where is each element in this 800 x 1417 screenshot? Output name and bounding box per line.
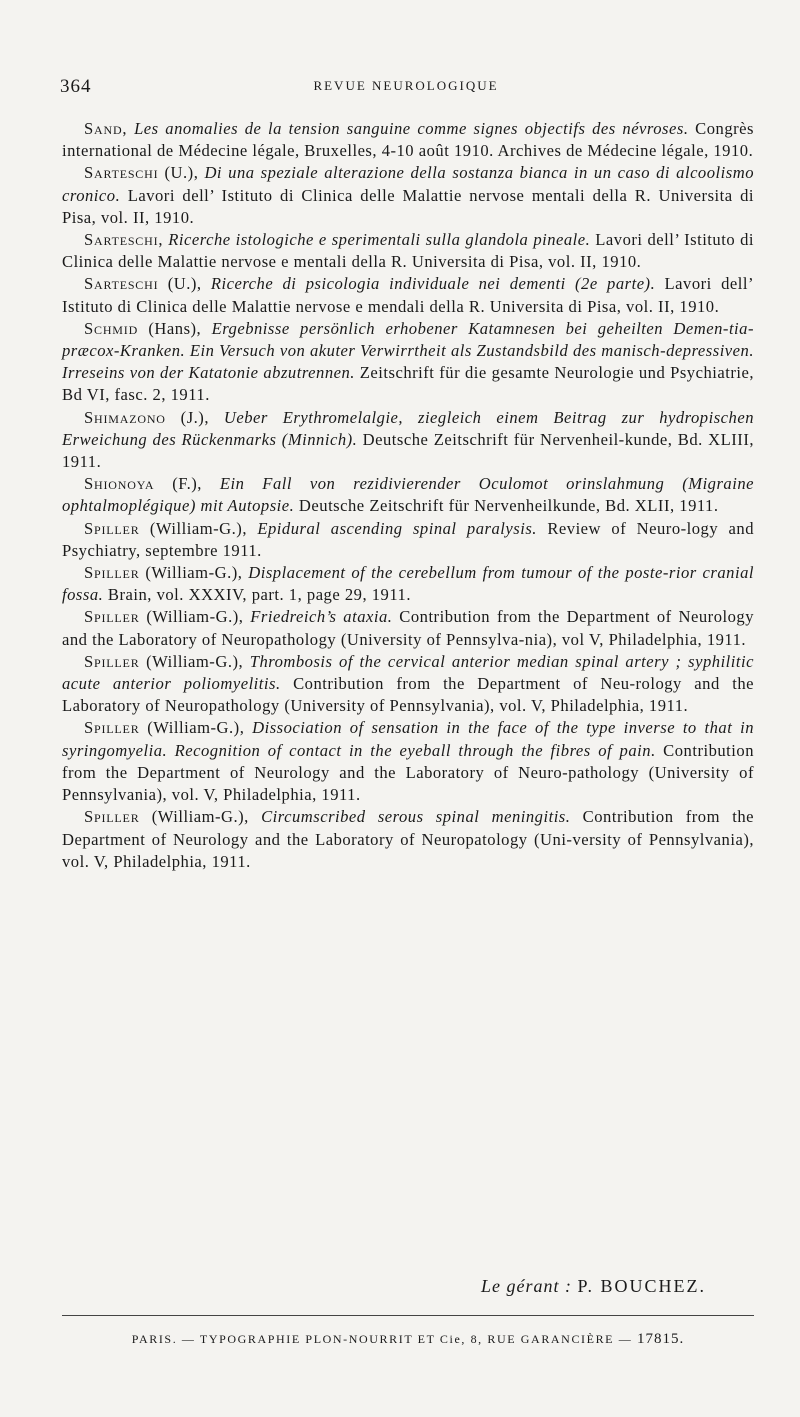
reference-entry [62, 473, 754, 517]
reference-title: Ueber Erythromelalgie, ziegleich einem Beitrag zur hydropischen Erweichung des Rückenmarks (Minnich). [62, 407, 754, 449]
reference-title: Di una speziale alterazione della sostanza bianca in un caso di alcoolismo cronico. [62, 163, 754, 205]
reference-entry [62, 407, 754, 474]
reference-entry [62, 518, 754, 562]
reference-author-detail: (William-G.), [139, 563, 249, 583]
reference-entry [62, 229, 754, 273]
reference-author: Spiller [84, 607, 140, 627]
reference-author: Sarteschi, [84, 230, 164, 250]
reference-entry [62, 318, 754, 407]
reference-author: Spiller [84, 807, 140, 827]
reference-author-detail: (U.), [158, 274, 211, 294]
reference-author: Spiller [84, 563, 140, 583]
reference-details: Deutsche Zeitschrift für Nervenheil-kunde, Bd. XLIII, 1911. [62, 429, 754, 472]
reference-entry [62, 162, 754, 229]
page-header [60, 76, 752, 98]
reference-author: Sarteschi [84, 163, 159, 183]
reference-author: Spiller [84, 718, 140, 738]
reference-title: Circumscribed serous spinal meningitis. [261, 807, 571, 827]
reference-title: Ergebnisse persönlich erhobener Katamnesen bei geheilten Demen-tia-præcox-Kranken. Ein Versuch von akuter Verwirrtheit als Zustandsbild des manisch-depressiven. Irreseins von der Katatonie abzutrennen. [62, 318, 754, 383]
reference-author: Sand, [84, 119, 128, 138]
publisher-signature [481, 1276, 706, 1297]
reference-author: Schmid [84, 318, 139, 338]
reference-author-detail: (William-G.), [139, 807, 262, 827]
reference-entry [62, 606, 754, 650]
reference-entry [62, 118, 754, 162]
reference-details: Lavori dell’ Istituto di Clinica delle Malattie nervose e mendali della R. Universita di Pisa, vol. II, 1910. [62, 274, 754, 316]
reference-author-detail: (J.), [165, 407, 224, 427]
reference-entry [62, 717, 754, 806]
reference-title: Thrombosis of the cervical anterior median spinal artery ; syphilitic acute anterior poliomyelitis. [62, 651, 754, 694]
reference-author-detail: (William-G.), [139, 651, 250, 671]
reference-author-detail: (F.), [154, 474, 220, 494]
reference-author: Spiller [84, 518, 140, 538]
reference-author: Shimazono [84, 407, 166, 427]
reference-entry [62, 562, 754, 606]
reference-details: Zeitschrift für die gesamte Neurologie und Psychiatrie, Bd VI, fasc. 2, 1911. [62, 363, 754, 405]
reference-title: Displacement of the cerebellum from tumour of the poste-rior cranial fossa. [62, 563, 754, 605]
signature-label: Le gérant : [480, 1276, 572, 1296]
reference-title: Les anomalies de la tension sanguine comme signes objectifs des névroses. [134, 119, 689, 138]
reference-details: Contribution from the Department of Neurology and the Laboratory of Neuro-pathology (University of Pennsylvania), vol. V, Philadelphia, 1911. [62, 740, 754, 805]
reference-details: Lavori dell’ Istituto di Clinica delle Malattie nervose mentali della R. Universita di Pisa, vol. II, 1910. [62, 185, 754, 227]
signature-name: P. BOUCHEZ. [577, 1276, 706, 1296]
reference-title: Epidural ascending spinal paralysis. [257, 518, 537, 538]
reference-entry [62, 806, 754, 873]
reference-details: Congrès international de Médecine légale, Bruxelles, 4-10 août 1910. Archives de Médecine légale, 1910. [62, 119, 754, 161]
reference-title: Friedreich’s ataxia. [250, 607, 393, 627]
reference-author: Shionoya [84, 474, 155, 494]
page-number: 364 [60, 76, 92, 97]
reference-details: Lavori dell’ Istituto di Clinica delle Malattie nervose e mentali della R. Universita di Pisa, vol. II, 1910. [62, 230, 754, 272]
footer-divider [62, 1315, 754, 1316]
reference-title: Dissociation of sensation in the face of the type inverse to that in syringomyelia. Recognition of contact in the eyeball through the fibres of pain. [62, 718, 754, 760]
reference-entry [62, 651, 754, 718]
reference-author-detail: (Hans), [138, 318, 212, 338]
reference-author-detail: (William-G.), [139, 607, 251, 627]
printer-footer [62, 1331, 754, 1348]
reference-entry [62, 273, 754, 317]
reference-details: Brain, vol. XXXIV, part. 1, page 29, 1911. [103, 585, 411, 605]
reference-author: Spiller [84, 651, 140, 671]
job-number: 17815. [636, 1331, 685, 1347]
reference-details: Contribution from the Department of Neu-rology and the Laboratory of Neuropathology (University of Pennsylvania), vol. V, Philadelphia, 1911. [62, 674, 754, 716]
reference-title: Ricerche istologiche e sperimentali sulla glandola pineale. [168, 230, 591, 250]
reference-author-detail: (U.), [158, 163, 205, 183]
reference-author: Sarteschi [84, 274, 159, 294]
reference-title: Ricerche di psicologia individuale nei dementi (2e parte). [210, 274, 656, 294]
printer-imprint: PARIS. — TYPOGRAPHIE PLON-NOURRIT ET Cie, 8, RUE GARANCIÈRE — [131, 1332, 633, 1346]
reference-author-detail: (William-G.), [139, 718, 253, 738]
reference-title: Ein Fall von rezidivierender Oculomot orinslahmung (Migraine ophtalmoplégique) mit Autopsie. [62, 474, 754, 516]
reference-author-detail: (William-G.), [139, 518, 258, 538]
running-head: REVUE NEUROLOGIQUE [313, 78, 499, 93]
reference-details: Review of Neuro-logy and Psychiatry, septembre 1911. [62, 518, 755, 560]
reference-details: Contribution from the Department of Neurology and the Laboratory of Neuropatology (Uni-versity of Pennsylvania), vol. V, Philadelphia, 1911. [62, 807, 755, 871]
reference-details: Contribution from the Department of Neurology and the Laboratory of Neuropathology (University of Pennsylva-nia), vol V, Philadelphia, 1911. [62, 607, 754, 649]
reference-details: Deutsche Zeitschrift für Nervenheilkunde, Bd. XLII, 1911. [294, 496, 719, 516]
reference-list [62, 118, 754, 873]
